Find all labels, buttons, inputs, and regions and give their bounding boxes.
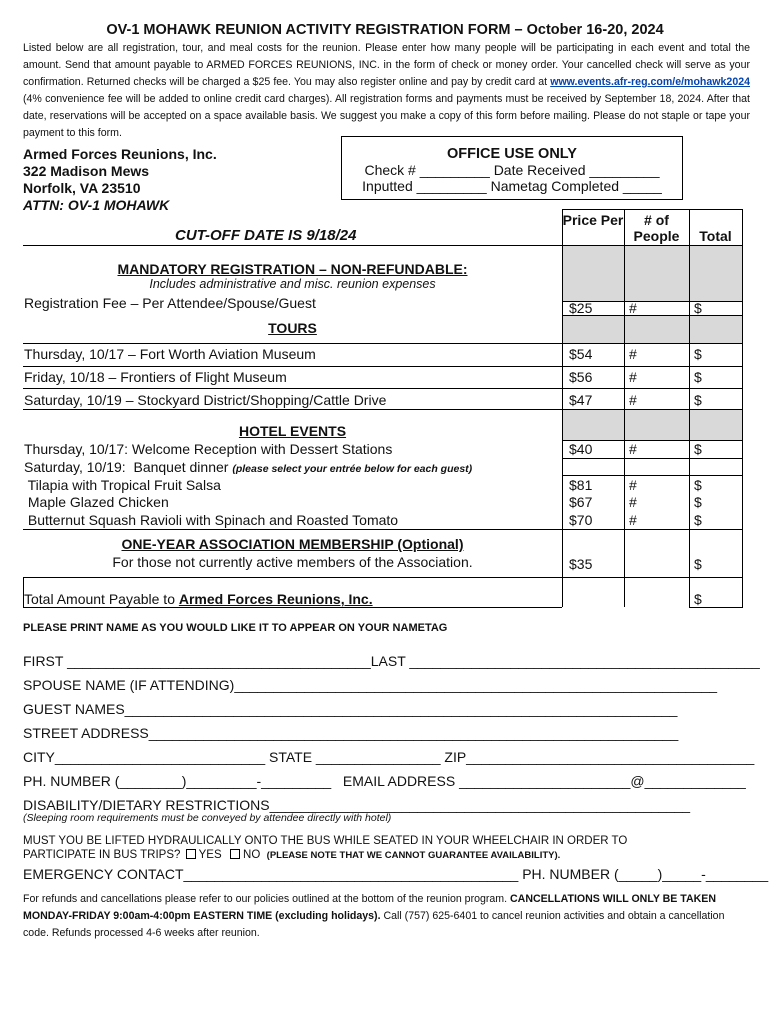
mailing-address xyxy=(23,146,217,214)
office-use-box xyxy=(341,136,683,200)
reception-total[interactable]: $ xyxy=(694,441,702,457)
row-line-tour-1 xyxy=(562,366,743,367)
tour-3-label: Saturday, 10/19 – Stockyard District/Shopping/Cattle Drive xyxy=(24,392,387,408)
office-use-heading: OFFICE USE ONLY xyxy=(447,146,577,162)
entree-3-total[interactable]: $ xyxy=(694,512,702,528)
mandatory-subheading: Includes administrative and misc. reunion expenses xyxy=(149,277,436,291)
address-line-2: 322 Madison Mews xyxy=(23,163,150,179)
disability-field[interactable]: DISABILITY/DIETARY RESTRICTIONS______________________________________________________ xyxy=(23,797,691,813)
registration-table xyxy=(23,209,743,607)
row-line-left-header xyxy=(23,245,562,246)
tour-2-price: $56 xyxy=(569,369,593,385)
tour-2-people[interactable]: # xyxy=(629,369,637,385)
shade-mandatory xyxy=(562,245,743,301)
shade-tours xyxy=(562,315,743,343)
row-line-left-tour-2 xyxy=(23,388,562,389)
reception-label: Thursday, 10/17: Welcome Reception with Dessert Stations xyxy=(24,441,393,457)
intro-paragraph xyxy=(23,40,750,142)
intro-text-2: (4% convenience fee will be added to online credit card charges). All registration forms and payments must be received by September 18, 2024. After that date, reservations will be accepted on a space available basis. We suggest you make a copy of this form before mailing. Please do not staple or tape your payment to this form. xyxy=(23,93,750,139)
row-line-reception xyxy=(562,458,743,459)
row-line-tour-3 xyxy=(562,409,743,410)
refund-text-1: For refunds and cancellations please refer to our policies outlined at the bottom of the reunion program. xyxy=(23,893,511,905)
tour-3-total[interactable]: $ xyxy=(694,392,702,408)
refund-text-2: Call (757) 625-6401 to cancel reunion activities and obtain a cancellation code. Refunds processed 4-6 weeks after reunion. xyxy=(23,910,725,939)
first-last-field[interactable]: FIRST _______________________________________LAST _____________________________________________ xyxy=(23,653,760,669)
availability-note: (PLEASE NOTE THAT WE CANNOT GUARANTEE AVAILABILITY). xyxy=(266,850,561,861)
col-line-total xyxy=(689,209,690,607)
registration-link[interactable]: www.events.afr-reg.com/e/mohawk2024 xyxy=(550,76,750,88)
entree-3-price: $70 xyxy=(569,512,593,528)
wheelchair-question xyxy=(23,834,627,863)
mandatory-heading: MANDATORY REGISTRATION – NON-REFUNDABLE: xyxy=(117,261,468,277)
no-checkbox[interactable] xyxy=(230,849,240,859)
wheelchair-question-line-1: MUST YOU BE LIFTED HYDRAULICALLY ONTO THE BUS WHILE SEATED IN YOUR WHEELCHAIR IN ORDER TO xyxy=(23,835,628,847)
row-line-left-tour-3 xyxy=(23,409,562,410)
tour-3-people[interactable]: # xyxy=(629,392,637,408)
city-state-zip-field[interactable]: CITY___________________________ STATE ________________ ZIP_____________________________________ xyxy=(23,749,755,765)
registration-fee-label: Registration Fee – Per Attendee/Spouse/Guest xyxy=(24,295,316,311)
entree-3-people[interactable]: # xyxy=(629,512,637,528)
street-address-field[interactable]: STREET ADDRESS____________________________________________________________________ xyxy=(23,725,679,741)
refund-bold: CANCELLATIONS WILL ONLY BE TAKEN MONDAY-FRIDAY 9:00am-4:00pm EASTERN TIME (excluding holidays). xyxy=(23,893,717,922)
form-title: OV-1 MOHAWK REUNION ACTIVITY REGISTRATION FORM – October 16-20, 2024 xyxy=(106,22,664,38)
entree-1-label: Tilapia with Tropical Fruit Salsa xyxy=(24,477,221,493)
entree-2-people[interactable]: # xyxy=(629,494,637,510)
tour-2-total[interactable]: $ xyxy=(694,369,702,385)
entree-2-label: Maple Glazed Chicken xyxy=(24,494,169,510)
shade-hotel xyxy=(562,409,743,440)
tour-3-price: $47 xyxy=(569,392,593,408)
membership-price: $35 xyxy=(569,556,593,572)
registration-fee-people[interactable]: # xyxy=(629,300,637,316)
tour-2-label: Friday, 10/18 – Frontiers of Flight Museum xyxy=(24,369,287,385)
tours-heading: TOURS xyxy=(268,320,317,336)
address-line-1: Armed Forces Reunions, Inc. xyxy=(23,146,217,162)
sleeping-room-note: (Sleeping room requirements must be conveyed by attendee directly with hotel) xyxy=(23,812,392,824)
membership-total[interactable]: $ xyxy=(694,556,702,572)
tour-1-people[interactable]: # xyxy=(629,346,637,362)
phone-email-field[interactable]: PH. NUMBER (________)_________-_________ EMAIL ADDRESS ______________________@_____________ xyxy=(23,773,746,789)
row-line-left-tour-1 xyxy=(23,366,562,367)
row-line-banquet xyxy=(562,475,743,476)
intro-text-1: Listed below are all registration, tour, and meal costs for the reunion. Please enter how many people will be participating in each event and total the amount. Send that amount payable to ARMED FORCES REUNIONS, INC. in the form of check or money order. Your cancelled check will serve as your confirmation. Returned checks will be charged a $25 fee. You may also register online and pay by credit card at xyxy=(23,42,750,88)
emergency-contact-field[interactable]: EMERGENCY CONTACT___________________________________________ PH. NUMBER (_____)_____-________ xyxy=(23,866,769,882)
tour-1-label: Thursday, 10/17 – Fort Worth Aviation Museum xyxy=(24,346,316,362)
total-payable-label xyxy=(24,591,373,607)
row-line-tours xyxy=(562,343,743,344)
membership-heading: ONE-YEAR ASSOCIATION MEMBERSHIP (Optional) xyxy=(121,536,464,552)
row-line-header xyxy=(562,245,743,246)
yes-label: YES xyxy=(198,849,222,861)
office-use-row-1: Check # _________ Date Received _________ xyxy=(364,162,660,178)
col-line-price xyxy=(562,209,563,607)
tour-1-price: $54 xyxy=(569,346,593,362)
entree-3-label: Butternut Squash Ravioli with Spinach and Roasted Tomato xyxy=(24,512,399,528)
no-label: NO xyxy=(243,849,261,861)
row-line-left-tours xyxy=(23,343,562,344)
row-line-membership xyxy=(562,577,743,578)
registration-fee-price: $25 xyxy=(569,300,593,316)
row-line-top xyxy=(562,209,743,210)
total-payable-text: Total Amount Payable to xyxy=(24,591,179,607)
office-use-row-2: Inputted _________ Nametag Completed _____ xyxy=(362,178,662,194)
address-attn: ATTN: OV-1 MOHAWK xyxy=(23,197,170,213)
nametag-heading: PLEASE PRINT NAME AS YOU WOULD LIKE IT TO APPEAR ON YOUR NAMETAG xyxy=(23,622,448,634)
tour-1-total[interactable]: $ xyxy=(694,346,702,362)
spouse-name-field[interactable]: SPOUSE NAME (IF ATTENDING)______________________________________________________________ xyxy=(23,677,718,693)
entree-1-price: $81 xyxy=(569,477,593,493)
wheelchair-question-text: PARTICIPATE IN BUS TRIPS? xyxy=(23,849,184,861)
registration-fee-total[interactable]: $ xyxy=(694,300,702,316)
row-line-tour-2 xyxy=(562,388,743,389)
entree-2-total[interactable]: $ xyxy=(694,494,702,510)
total-payable-payee: Armed Forces Reunions, Inc. xyxy=(178,591,373,607)
yes-checkbox[interactable] xyxy=(186,849,196,859)
entree-1-total[interactable]: $ xyxy=(694,477,702,493)
entree-1-people[interactable]: # xyxy=(629,477,637,493)
row-line-left-entrees xyxy=(23,529,562,530)
banquet-note: (please select your entrée below for each guest) xyxy=(232,463,473,475)
row-line-left-bottom xyxy=(23,607,562,608)
guest-names-field[interactable]: GUEST NAMES_______________________________________________________________________ xyxy=(23,701,678,717)
reception-people[interactable]: # xyxy=(629,441,637,457)
address-line-3: Norfolk, VA 23510 xyxy=(23,180,141,196)
cutoff-date: CUT-OFF DATE IS 9/18/24 xyxy=(175,227,357,244)
col-line-right xyxy=(742,209,743,607)
header-total: Total xyxy=(699,228,732,244)
banquet-label xyxy=(24,459,472,477)
hotel-heading: HOTEL EVENTS xyxy=(238,423,347,439)
banquet-label-text: Saturday, 10/19: Banquet dinner xyxy=(24,459,233,475)
wheelchair-question-line-2 xyxy=(23,848,627,863)
row-line-entrees xyxy=(562,529,743,530)
refund-policy xyxy=(23,891,750,942)
reception-price: $40 xyxy=(569,441,593,457)
row-line-left-membership xyxy=(23,577,562,578)
membership-subheading: For those not currently active members of the Association. xyxy=(112,554,473,570)
col-line-people xyxy=(624,209,625,607)
grand-total[interactable]: $ xyxy=(694,591,702,607)
header-price: Price Per xyxy=(562,212,624,228)
entree-2-price: $67 xyxy=(569,494,593,510)
header-people: # of People xyxy=(633,212,680,244)
row-line-bottom-total xyxy=(689,607,743,608)
